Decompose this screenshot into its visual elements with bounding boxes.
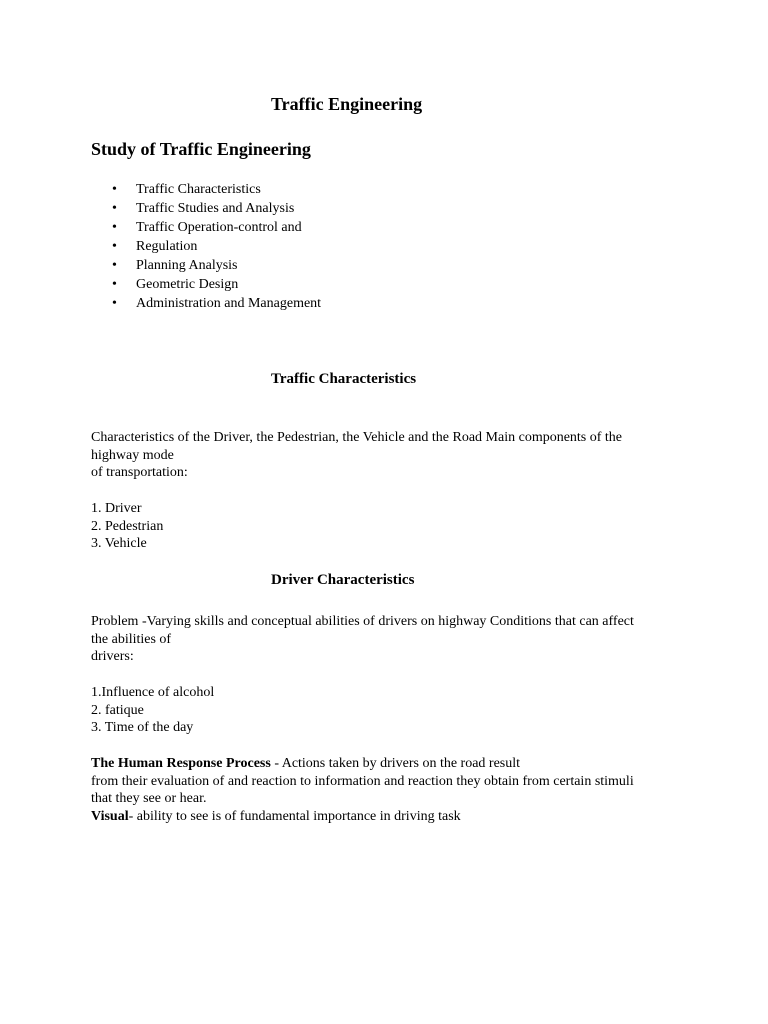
- list-item: • Traffic Studies and Analysis: [112, 201, 295, 216]
- human-response-text: - Actions taken by drivers on the road result: [270, 756, 521, 771]
- list-item: • Geometric Design: [112, 277, 239, 292]
- traffic-characteristics-intro: [91, 429, 691, 482]
- visual-text: - ability to see is of fundamental importance in driving task: [128, 808, 461, 824]
- list-item: 1. Driver: [91, 501, 142, 516]
- section-heading-driver-characteristics: Driver Characteristics: [271, 572, 415, 588]
- bullet-icon: •: [112, 277, 117, 292]
- driver-conditions-list: [91, 684, 691, 737]
- document-title: Traffic Engineering: [271, 94, 423, 114]
- paragraph-line: [91, 808, 691, 826]
- paragraph-line: the abilities of: [91, 631, 172, 647]
- bullet-icon: •: [112, 258, 117, 273]
- paragraph-line: [91, 755, 691, 773]
- components-list: [91, 500, 691, 553]
- list-item: • Traffic Operation-control and: [112, 220, 302, 235]
- bullet-icon: •: [112, 182, 117, 197]
- paragraph-line: drivers:: [91, 649, 134, 664]
- list-item: 3. Vehicle: [91, 536, 147, 551]
- list-item: • Administration and Management: [112, 296, 322, 311]
- paragraph-line: from their evaluation of and reaction to information and reaction they obtain from certain stimuli: [91, 773, 634, 789]
- list-item: • Regulation: [112, 239, 198, 254]
- list-item: 3. Time of the day: [91, 720, 194, 735]
- paragraph-line: of transportation:: [91, 465, 188, 480]
- human-response-label: The Human Response Process: [91, 756, 271, 771]
- paragraph-line: that they see or hear.: [91, 791, 207, 806]
- paragraph-line: Problem -Varying skills and conceptual abilities of drivers on highway Conditions that can affect: [91, 614, 634, 629]
- bullet-icon: •: [112, 220, 117, 235]
- list-item: • Planning Analysis: [112, 258, 238, 273]
- visual-label: Visual: [91, 808, 129, 824]
- paragraph-line: Characteristics of the Driver, the Pedestrian, the Vehicle and the Road Main components of the: [91, 430, 623, 445]
- topic-bullet-list: [91, 180, 321, 313]
- human-response-paragraph: [91, 755, 691, 825]
- bullet-icon: •: [112, 201, 117, 216]
- list-item: 2. fatique: [91, 702, 144, 718]
- paragraph-line: highway mode: [91, 447, 174, 463]
- list-item: 1.Influence of alcohol: [91, 685, 215, 700]
- list-item: 2. Pedestrian: [91, 518, 164, 534]
- driver-characteristics-intro: [91, 613, 691, 666]
- bullet-icon: •: [112, 296, 117, 311]
- list-item: • Traffic Characteristics: [112, 182, 261, 197]
- section-heading-study: Study of Traffic Engineering: [91, 139, 311, 159]
- bullet-icon: •: [112, 239, 117, 254]
- section-heading-traffic-characteristics: Traffic Characteristics: [271, 371, 417, 387]
